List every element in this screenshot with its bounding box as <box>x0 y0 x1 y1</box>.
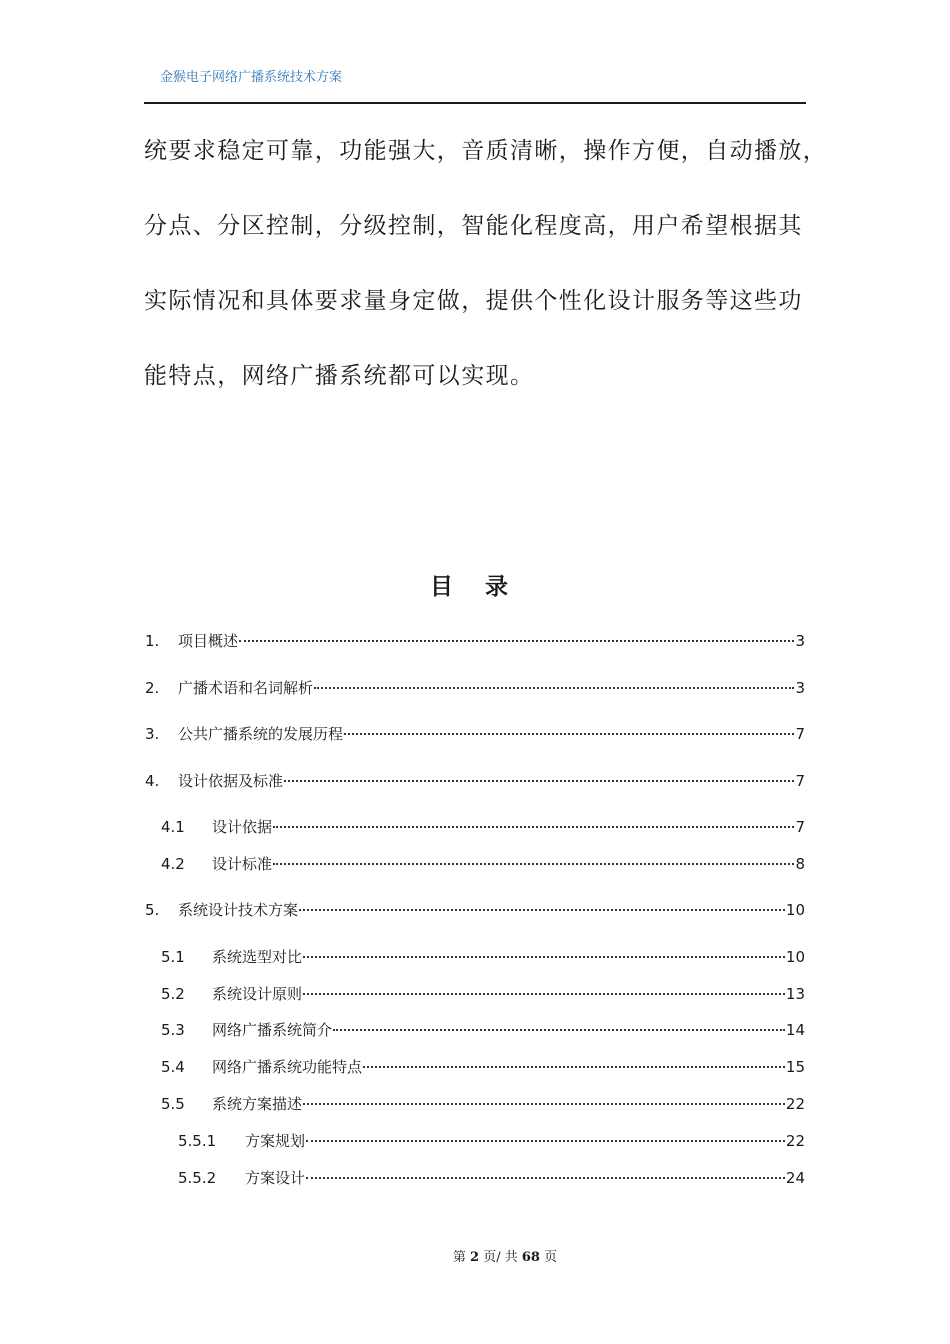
body-paragraph-line: 能特点，网络广播系统都可以实现。 <box>144 363 535 389</box>
toc-dot-leader <box>306 1177 785 1179</box>
toc-entry[interactable] <box>161 983 805 1005</box>
toc-entry[interactable] <box>145 677 805 699</box>
toc-entry-page: 15 <box>785 1058 805 1076</box>
document-header-title: 金猴电子网络广播系统技术方案 <box>160 70 343 85</box>
toc-dot-leader <box>333 1029 785 1031</box>
toc-entry-number: 3. <box>145 725 160 743</box>
toc-entry[interactable] <box>161 853 805 875</box>
toc-dot-leader <box>314 687 794 689</box>
toc-entry-label: 设计依据及标准 <box>178 772 284 790</box>
body-paragraph-line: 分点、分区控制，分级控制，智能化程度高，用户希望根据其 <box>144 213 803 239</box>
toc-entry-number: 4. <box>145 772 160 790</box>
toc-entry-page: 7 <box>795 818 805 836</box>
toc-entry-label: 方案设计 <box>245 1169 306 1187</box>
toc-entry-label: 公共广播系统的发展历程 <box>178 725 344 743</box>
toc-entry-number: 5.1 <box>161 948 185 966</box>
footer-current-page: 2 <box>470 1250 480 1265</box>
toc-entry-page: 8 <box>795 855 805 873</box>
toc-entry-label: 网络广播系统功能特点 <box>212 1058 363 1076</box>
toc-dot-leader <box>273 826 794 828</box>
toc-entry[interactable] <box>145 630 805 652</box>
toc-entry[interactable] <box>161 1093 805 1115</box>
toc-entry-number: 4.1 <box>161 818 185 836</box>
toc-entry-number: 5.5.2 <box>178 1169 217 1187</box>
toc-entry-label: 系统设计原则 <box>212 985 303 1003</box>
toc-entry-number: 1. <box>145 632 160 650</box>
toc-entry-page: 10 <box>785 901 805 919</box>
toc-entry-page: 13 <box>785 985 805 1003</box>
toc-entry-label: 设计依据 <box>212 818 273 836</box>
page-footer <box>0 1246 950 1265</box>
toc-entry-number: 5.4 <box>161 1058 185 1076</box>
header-divider <box>144 102 806 104</box>
toc-entry-label: 系统方案描述 <box>212 1095 303 1113</box>
toc-entry[interactable] <box>161 816 805 838</box>
toc-entry-page: 7 <box>795 725 805 743</box>
toc-entry-label: 方案规划 <box>245 1132 306 1150</box>
toc-dot-leader <box>363 1066 785 1068</box>
toc-entry-page: 22 <box>785 1095 805 1113</box>
toc-entry-page: 10 <box>785 948 805 966</box>
toc-entry[interactable] <box>145 770 805 792</box>
toc-entry-label: 系统设计技术方案 <box>178 901 299 919</box>
toc-entry[interactable] <box>145 723 805 745</box>
body-paragraph-line: 统要求稳定可靠，功能强大，音质清晰，操作方便，自动播放， <box>144 138 828 164</box>
toc-entry-page: 22 <box>785 1132 805 1150</box>
toc-entry-number: 2. <box>145 679 160 697</box>
toc-title: 目 录 <box>429 573 520 600</box>
toc-entry-label: 项目概述 <box>178 632 239 650</box>
toc-entry-number: 5.3 <box>161 1021 185 1039</box>
footer-mid: 页/ 共 <box>483 1250 518 1265</box>
toc-entry[interactable] <box>161 1019 805 1041</box>
toc-dot-leader <box>344 733 794 735</box>
footer-prefix: 第 <box>452 1250 466 1265</box>
toc-entry-page: 3 <box>795 632 805 650</box>
body-paragraph-line: 实际情况和具体要求量身定做，提供个性化设计服务等这些功 <box>144 288 803 314</box>
toc-dot-leader <box>299 909 785 911</box>
footer-suffix: 页 <box>544 1250 558 1265</box>
footer-total-pages: 68 <box>521 1250 540 1265</box>
toc-entry-number: 4.2 <box>161 855 185 873</box>
toc-entry-page: 14 <box>785 1021 805 1039</box>
toc-entry-label: 网络广播系统简介 <box>212 1021 333 1039</box>
toc-dot-leader <box>303 956 785 958</box>
toc-entry[interactable] <box>178 1167 805 1189</box>
toc-entry-label: 设计标准 <box>212 855 273 873</box>
toc-dot-leader <box>284 780 794 782</box>
toc-dot-leader <box>303 1103 785 1105</box>
toc-entry-page: 24 <box>785 1169 805 1187</box>
toc-dot-leader <box>306 1140 785 1142</box>
toc-dot-leader <box>239 640 794 642</box>
toc-entry[interactable] <box>145 899 805 921</box>
toc-entry-label: 系统选型对比 <box>212 948 303 966</box>
toc-entry-label: 广播术语和名词解析 <box>178 679 314 697</box>
toc-entry-number: 5. <box>145 901 160 919</box>
toc-entry-number: 5.5.1 <box>178 1132 217 1150</box>
toc-entry-page: 7 <box>795 772 805 790</box>
toc-entry[interactable] <box>178 1130 805 1152</box>
toc-entry[interactable] <box>161 946 805 968</box>
toc-dot-leader <box>303 993 785 995</box>
toc-entry-page: 3 <box>795 679 805 697</box>
toc-dot-leader <box>273 863 794 865</box>
toc-entry[interactable] <box>161 1056 805 1078</box>
toc-entry-number: 5.2 <box>161 985 185 1003</box>
toc-entry-number: 5.5 <box>161 1095 185 1113</box>
